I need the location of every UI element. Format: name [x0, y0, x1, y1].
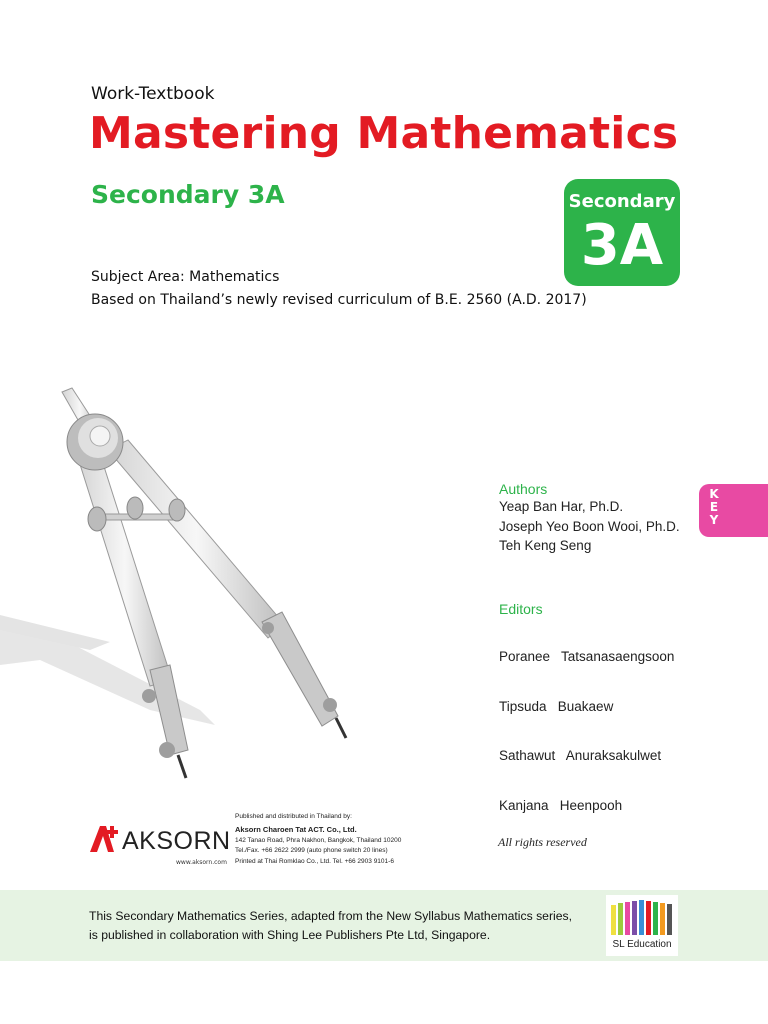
key-letter: Y — [709, 513, 719, 527]
publisher-telfax: Tel./Fax. +66 2622 2999 (auto phone switch 20 lines) — [235, 847, 388, 854]
sl-education-logo — [606, 895, 678, 956]
footer-line: This Secondary Mathematics Series, adapted from the New Syllabus Mathematics series, — [89, 909, 572, 923]
aksorn-logo-text: AKSORN — [122, 827, 231, 855]
publisher-address: 142 Tanao Road, Phra Nakhon, Bangkok, Thailand 10200 — [235, 837, 402, 844]
rights-notice: All rights reserved — [498, 835, 587, 849]
key-letter: K — [709, 487, 719, 501]
authors-block — [499, 481, 680, 558]
level-badge — [564, 179, 680, 286]
footer-text — [89, 907, 572, 945]
aksorn-logo-icon — [90, 822, 122, 856]
curriculum-note: Based on Thailand’s newly revised curriculum of B.E. 2560 (A.D. 2017) — [91, 292, 587, 308]
publisher-website: www.aksorn.com — [176, 859, 227, 866]
subject-area: Subject Area: Mathematics — [91, 269, 280, 285]
series-label: Work-Textbook — [91, 84, 215, 104]
editor-name: Poranee Tatsanasaengsoon — [499, 649, 675, 664]
editor-name: Sathawut Anuraksakulwet — [499, 748, 662, 763]
publisher-company: Aksorn Charoen Tat ACT. Co., Ltd. — [235, 825, 357, 834]
printer-info: Printed at Thai Romklao Co., Ltd. Tel. +66 2903 9101-6 — [235, 858, 394, 865]
book-title: Mastering Mathematics — [89, 108, 679, 159]
authors-heading: Authors — [499, 481, 548, 497]
author-name: Yeap Ban Har, Ph.D. — [499, 499, 624, 514]
footer-line: is published in collaboration with Shing Lee Publishers Pte Ltd, Singapore. — [89, 928, 491, 942]
editor-name: Kanjana Heenpooh — [499, 797, 623, 813]
key-tab — [699, 484, 768, 537]
badge-line2: 3A — [580, 213, 664, 278]
sl-education-label: SL Education — [612, 939, 672, 950]
sl-bars-icon — [606, 895, 678, 939]
editor-name: Tipsuda Buakaew — [499, 698, 614, 714]
distribution-note: Published and distributed in Thailand by: — [235, 813, 352, 820]
author-name: Joseph Yeo Boon Wooi, Ph.D. — [499, 518, 680, 534]
book-subtitle: Secondary 3A — [91, 180, 285, 209]
editors-heading: Editors — [499, 601, 543, 617]
editors-block — [499, 571, 674, 832]
author-name: Teh Keng Seng — [499, 538, 592, 553]
badge-line1: Secondary — [568, 191, 676, 212]
key-letter: E — [709, 500, 719, 514]
compass-illustration — [0, 380, 420, 800]
